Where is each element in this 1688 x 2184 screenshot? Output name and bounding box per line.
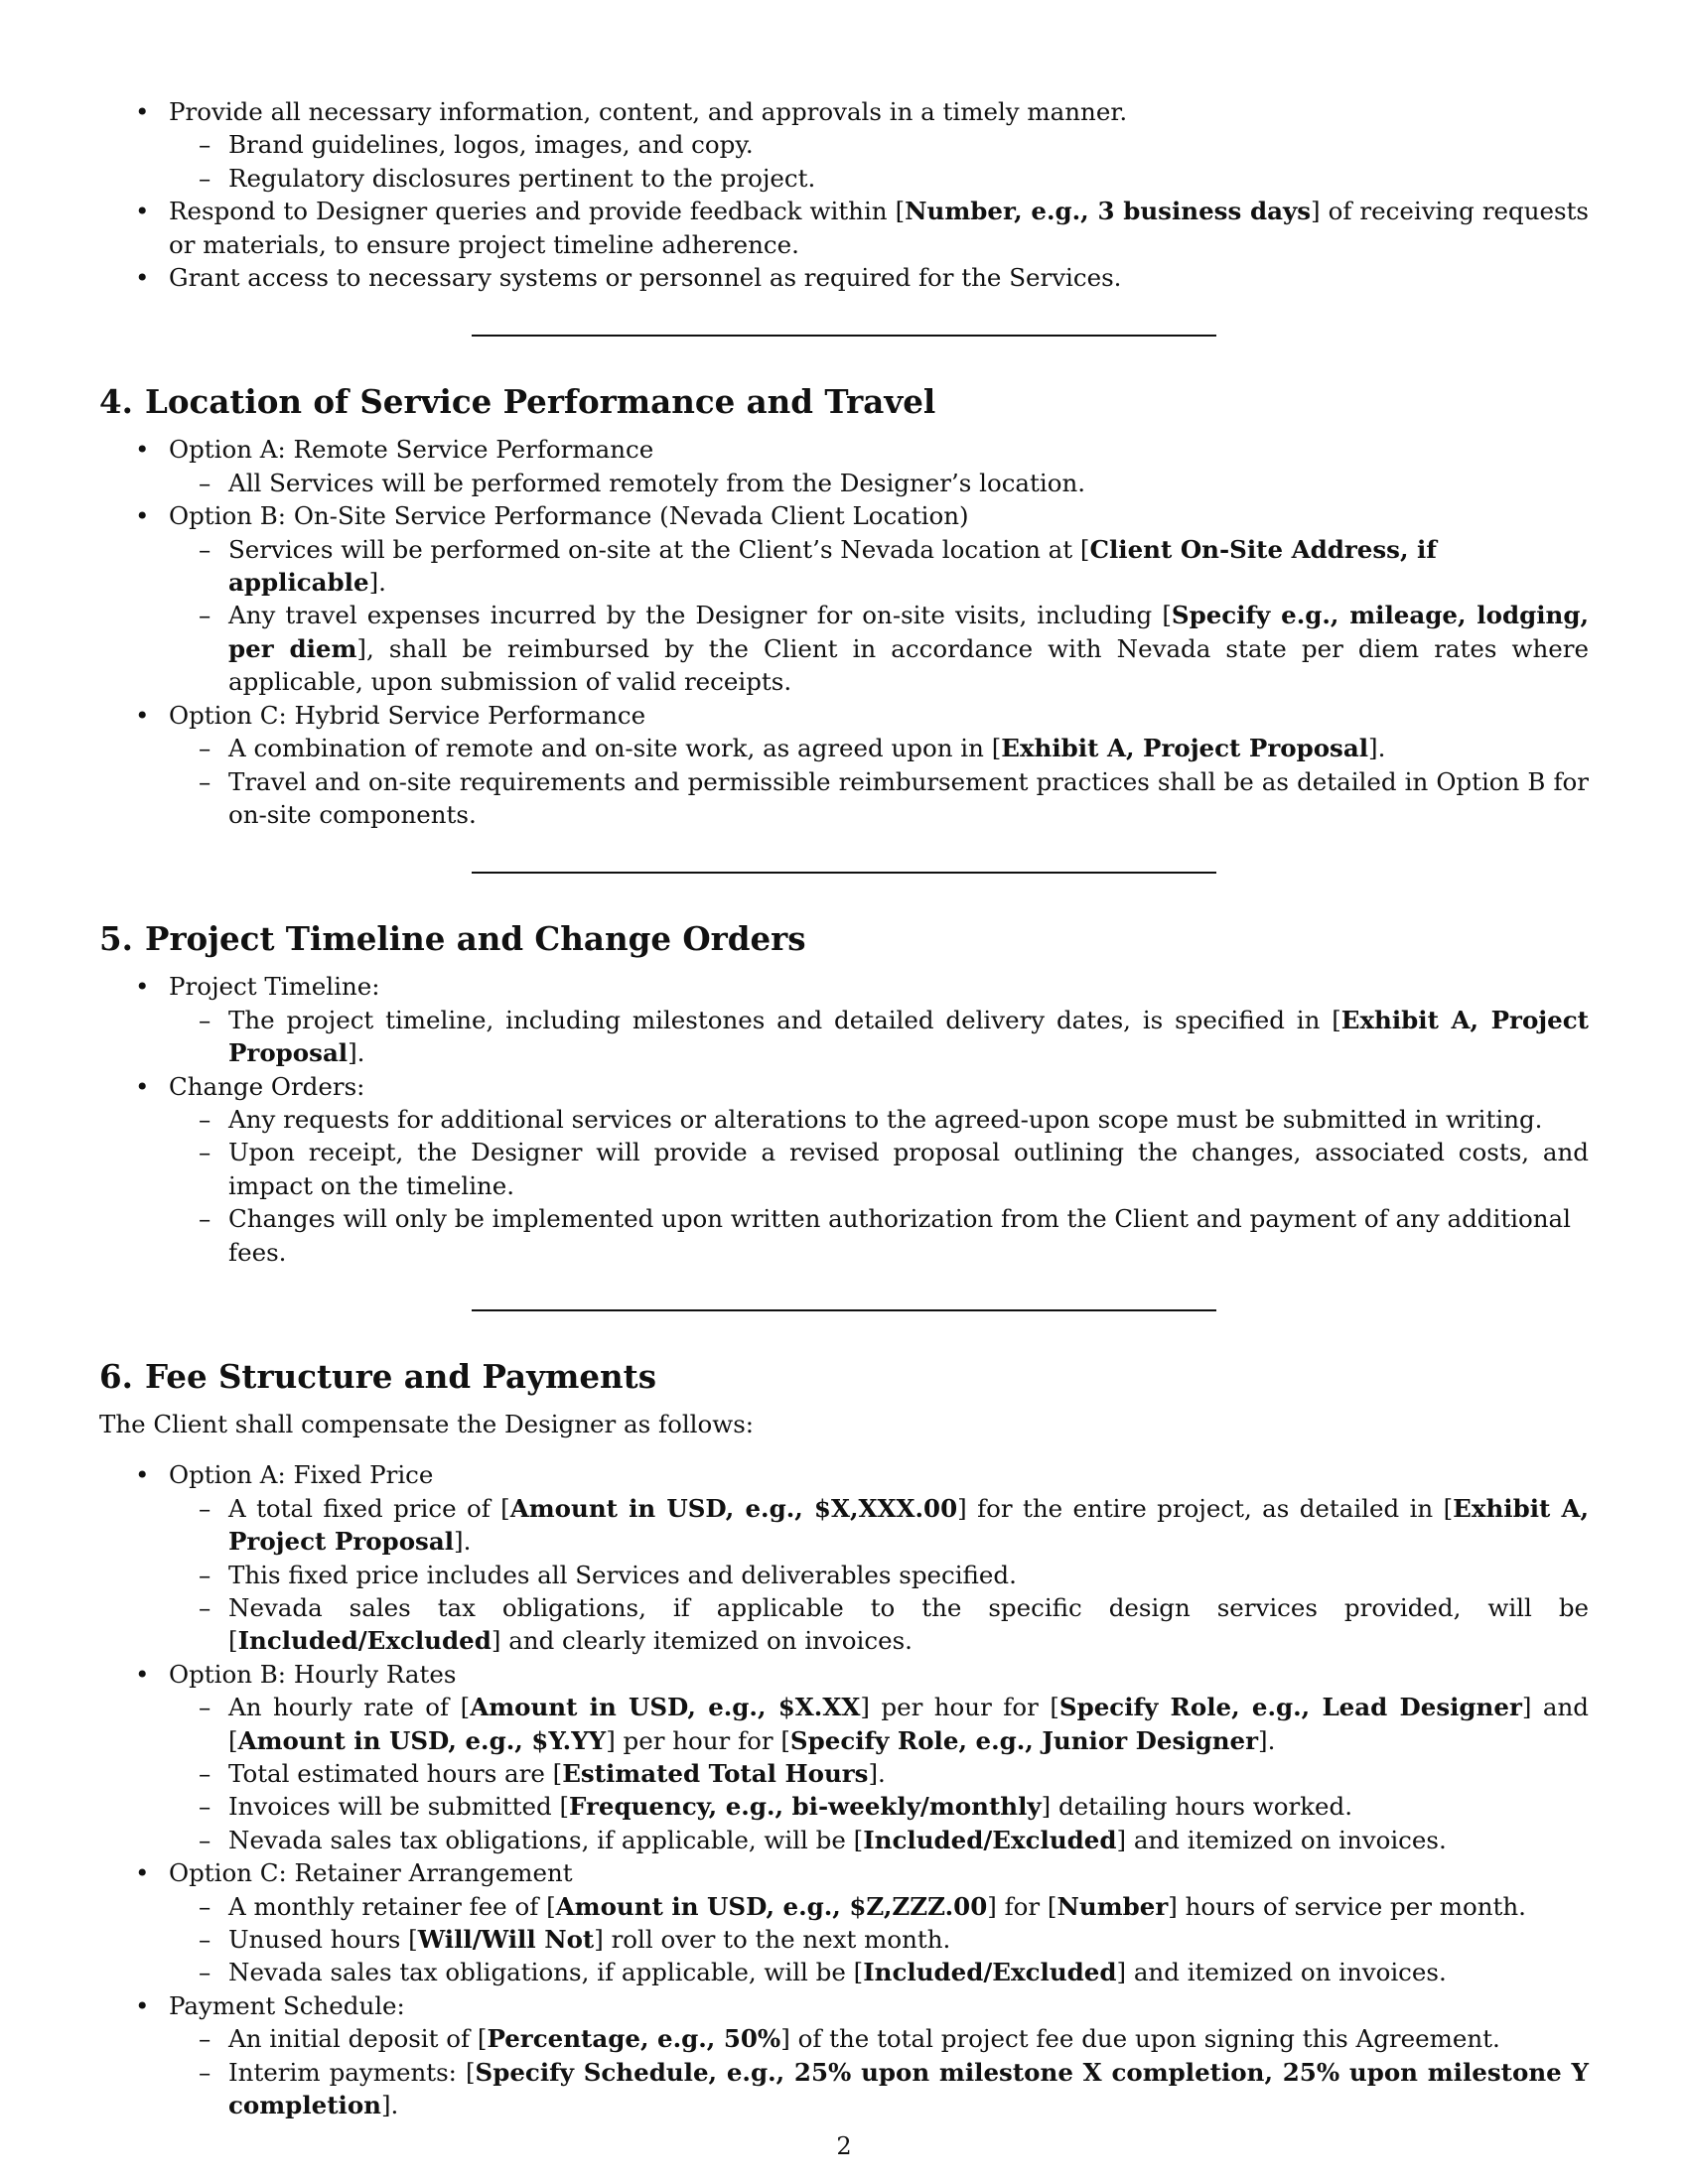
list-item: • Respond to Designer queries and provide feedback within [Number, e.g., 3 business days] of receiving requests or materials, to ensure project timeline adherence. [99, 195, 1589, 261]
page-number: 2 [836, 2132, 852, 2160]
timeline-list [99, 970, 1589, 1269]
section-intro: The Client shall compensate the Designer as follows: [99, 1409, 755, 1438]
sub-item: – Upon receipt, the Designer will provide a revised proposal outlining the changes, associated costs, and impact on the timeline. [99, 1136, 1589, 1202]
change-orders-item: • Change Orders: – Any requests for additional services or alterations to the agreed-upon scope must be submitted in writing. – Upon receipt, the Designer will provide a revised proposal outlining the changes, associated costs, and impact on the timeline. – Changes will only be implemented upon written authorization from the Client and payment of any additional fees. [99, 1070, 1589, 1269]
option-a: • Option A: Remote Service Performance – All Services will be performed remotely from the Designer’s location. [99, 433, 1589, 499]
section-heading: 6. Fee Structure and Payments [99, 1356, 656, 1396]
sub-item: – A total fixed price of [Amount in USD, e.g., $X,XXX.00] for the entire project, as detailed in [Exhibit A, Project Proposal]. [99, 1492, 1589, 1559]
client-obligations-list [99, 95, 1589, 294]
sub-item: – An hourly rate of [Amount in USD, e.g., $X.XX] per hour for [Specify Role, e.g., Lead Designer] and [Amount in USD, e.g., $Y.YY] per hour for [Specify Role, e.g., Junior Designer]. [99, 1691, 1589, 1757]
sub-item: – Changes will only be implemented upon written authorization from the Client and payment of any additional fees. [99, 1202, 1589, 1269]
sub-item: – A monthly retainer fee of [Amount in USD, e.g., $Z,ZZZ.00] for [Number] hours of service per month. [99, 1890, 1589, 1923]
sub-item: – This fixed price includes all Services and deliverables specified. [99, 1559, 1589, 1591]
sub-item: – An initial deposit of [Percentage, e.g., 50%] of the total project fee due upon signing this Agreement. [99, 2022, 1589, 2055]
sub-item: – Services will be performed on-site at the Client’s Nevada location at [Client On-Site Address, if applicable]. [99, 533, 1589, 600]
sub-item: – Brand guidelines, logos, images, and copy. [99, 128, 1589, 161]
sub-item: – Nevada sales tax obligations, if applicable, will be [Included/Excluded] and itemized on invoices. [99, 1824, 1589, 1856]
option-a: • Option A: Fixed Price – A total fixed price of [Amount in USD, e.g., $X,XXX.00] for the entire project, as detailed in [Exhibit A, Project Proposal]. – This fixed price includes all Services and deliverables specified. – Nevada sales tax obligations, if applicable to the specific design services provided, will be [Included/Excluded] and clearly itemized on invoices. [99, 1458, 1589, 1657]
item-text: Provide all necessary information, content, and approvals in a timely manner. [169, 97, 1128, 126]
option-c: • Option C: Retainer Arrangement – A monthly retainer fee of [Amount in USD, e.g., $Z,ZZZ.00] for [Number] hours of service per month. – Unused hours [Will/Will Not] roll over to the next month. – Nevada sales tax obligations, if applicable, will be [Included/Excluded] and itemized on invoices. [99, 1856, 1589, 1989]
placeholder-field: Number, e.g., 3 business days [905, 197, 1312, 226]
sub-item: – Interim payments: [Specify Schedule, e.g., 25% upon milestone X completion, 25% upon milestone Y completion]. [99, 2056, 1589, 2122]
sub-item: – Invoices will be submitted [Frequency, e.g., bi-weekly/monthly] detailing hours worked. [99, 1790, 1589, 1823]
document-page [99, 95, 1589, 2122]
sub-item: – Any requests for additional services or alterations to the agreed-upon scope must be submitted in writing. [99, 1103, 1589, 1136]
sub-item: – Travel and on-site requirements and permissible reimbursement practices shall be as detailed in Option B for on-site components. [99, 765, 1589, 832]
section-divider [472, 872, 1216, 874]
section-divider [472, 335, 1216, 337]
sub-list [169, 128, 1589, 195]
section-divider [472, 1309, 1216, 1311]
payment-schedule: • Payment Schedule: – An initial deposit of [Percentage, e.g., 50%] of the total project fee due upon signing this Agreement. – Interim payments: [Specify Schedule, e.g., 25% upon milestone X completion, 25% upon milestone Y completion]. [99, 1989, 1589, 2122]
fee-options-list [99, 1458, 1589, 2121]
list-item: • Grant access to necessary systems or personnel as required for the Services. [99, 261, 1589, 294]
section-heading: 5. Project Timeline and Change Orders [99, 919, 806, 959]
sub-item: – Regulatory disclosures pertinent to the project. [99, 162, 1589, 195]
sub-item: – Total estimated hours are [Estimated Total Hours]. [99, 1757, 1589, 1790]
project-timeline-item: • Project Timeline: – The project timeline, including milestones and detailed delivery dates, is specified in [Exhibit A, Project Proposal]. [99, 970, 1589, 1069]
sub-item: – Unused hours [Will/Will Not] roll over to the next month. [99, 1923, 1589, 1956]
option-b: • Option B: On-Site Service Performance (Nevada Client Location) – Services will be performed on-site at the Client’s Nevada location at [Client On-Site Address, if applicable]. – Any travel expenses incurred by the Designer for on-site visits, including [Specify e.g., mileage, lodging, per diem], shall be reimbursed by the Client in accordance with Nevada state per diem rates where applicable, upon submission of valid receipts. [99, 499, 1589, 698]
sub-item: – All Services will be performed remotely from the Designer’s location. [99, 467, 1589, 499]
sub-item: – The project timeline, including milestones and detailed delivery dates, is specified in [Exhibit A, Project Proposal]. [99, 1004, 1589, 1070]
list-item [99, 95, 1589, 195]
sub-item: – Nevada sales tax obligations, if applicable to the specific design services provided, will be [Included/Excluded] and clearly itemized on invoices. [99, 1591, 1589, 1658]
sub-item: – A combination of remote and on-site work, as agreed upon in [Exhibit A, Project Proposal]. [99, 732, 1589, 764]
location-options-list [99, 433, 1589, 831]
option-c: • Option C: Hybrid Service Performance – A combination of remote and on-site work, as agreed upon in [Exhibit A, Project Proposal]. – Travel and on-site requirements and permissible reimbursement practices shall be as detailed in Option B for on-site components. [99, 699, 1589, 832]
option-b: • Option B: Hourly Rates – An hourly rate of [Amount in USD, e.g., $X.XX] per hour for [Specify Role, e.g., Lead Designer] and [Amount in USD, e.g., $Y.YY] per hour for [Specify Role, e.g., Junior Designer]. – Total estimated hours are [Estimated Total Hours]. – Invoices will be submitted [Frequency, e.g., bi-weekly/monthly] detailing hours worked. – Nevada sales tax obligations, if applicable, will be [Included/Excluded] and itemized on invoices. [99, 1658, 1589, 1856]
sub-item: – Nevada sales tax obligations, if applicable, will be [Included/Excluded] and itemized on invoices. [99, 1956, 1589, 1988]
sub-item: – Any travel expenses incurred by the Designer for on-site visits, including [Specify e.g., mileage, lodging, per diem], shall be reimbursed by the Client in accordance with Nevada state per diem rates where applicable, upon submission of valid receipts. [99, 599, 1589, 698]
section-heading: 4. Location of Service Performance and Travel [99, 382, 936, 422]
